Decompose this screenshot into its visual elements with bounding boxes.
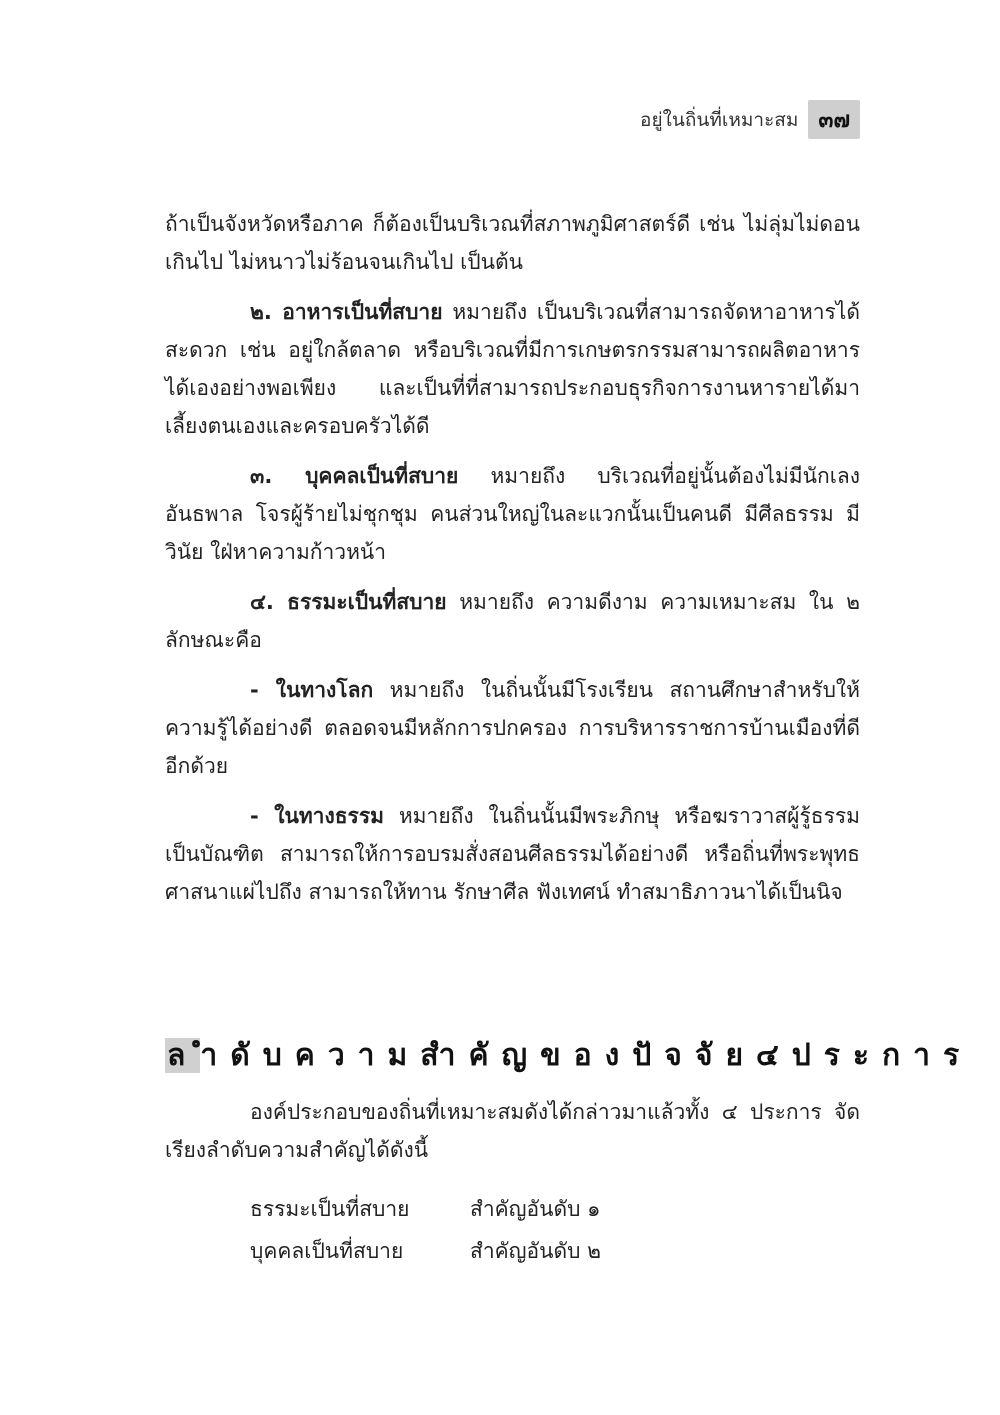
item-worldly: [165, 671, 860, 785]
ranking-value: สำคัญอันดับ ๒: [470, 1239, 602, 1263]
section-heading-initial: ล: [167, 1038, 199, 1073]
item-term: ๓. บุคคลเป็นที่สบาย: [250, 464, 459, 488]
ranking-name: บุคคลเป็นที่สบาย: [250, 1239, 404, 1263]
item-text: หมายถึง บริเวณที่อยู่นั้นต้องไม่มีนักเลงอันธพาล โจรผู้ร้ายไม่ชุกชุม คนส่วนใหญ่ในละแวกนั้นเป็นคนดี มีศีลธรรม มีวินัย ใฝ่หาความก้าวหน้า: [165, 464, 860, 564]
section-heading: [165, 1032, 973, 1079]
ranking-row: [250, 1188, 601, 1230]
running-header: [640, 100, 860, 139]
section-body: [165, 1093, 860, 1181]
item-term: ๒. อาหารเป็นที่สบาย: [250, 300, 443, 324]
ranking-value: สำคัญอันดับ ๑: [470, 1197, 601, 1221]
running-header-title: อยู่ในถิ่นที่เหมาะสม: [640, 108, 799, 131]
item-text: หมายถึง ความดีงาม ความเหมาะสม ใน ๒ ลักษณะคือ: [165, 590, 860, 652]
item-dhamma: [165, 583, 860, 659]
item-term: - ในทางโลก: [250, 678, 374, 702]
ranking-row: [250, 1230, 601, 1272]
item-term: - ในทางธรรม: [250, 804, 384, 828]
item-term: ๔. ธรรมะเป็นที่สบาย: [250, 590, 447, 614]
intro-paragraph: ถ้าเป็นจังหวัดหรือภาค ก็ต้องเป็นบริเวณที่สภาพภูมิศาสตร์ดี เช่น ไม่ลุ่มไม่ดอนเกินไป ไม่หนาวไม่ร้อนจนเกินไป เป็นต้น: [165, 212, 860, 274]
item-food: [165, 293, 860, 445]
main-text: [165, 205, 860, 911]
item-text: หมายถึง ในถิ่นนั้นมีโรงเรียน สถานศึกษาสำหรับให้ความรู้ได้อย่างดี ตลอดจนมีหลักการปกครอง การบริหารราชการบ้านเมืองที่ดีอีกด้วย: [165, 678, 861, 778]
ranking-name: ธรรมะเป็นที่สบาย: [250, 1197, 410, 1221]
item-dhamma-way: [165, 797, 860, 911]
ranking-list: [250, 1188, 601, 1272]
section-paragraph: องค์ประกอบของถิ่นที่เหมาะสมดังได้กล่าวมาแล้วทั้ง ๔ ประการ จัดเรียงลำดับความสำคัญได้ดังนี้: [165, 1100, 860, 1162]
item-people: [165, 457, 860, 571]
section-heading-text: ำดับความสำคัญของปัจจัย๔ประการ: [200, 1038, 973, 1073]
item-text: หมายถึง ในถิ่นนั้นมีพระภิกษุ หรือฆราวาสผู้รู้ธรรม เป็นบัณฑิต สามารถให้การอบรมสั่งสอนศีลธรรมได้อย่างดี หรือถิ่นที่พระพุทธศาสนาแผ่ไปถึง สามารถให้ทาน รักษาศีล ฟังเทศน์ ทำสมาธิภาวนาได้เป็นนิจ: [165, 804, 860, 904]
page-number: ๓๗: [808, 100, 860, 139]
item-text: หมายถึง เป็นบริเวณที่สามารถจัดหาอาหารได้สะดวก เช่น อยู่ใกล้ตลาด หรือบริเวณที่มีการเกษตรกรรมสามารถผลิตอาหารได้เองอย่างพอเพียง และเป็นที่ที่สามารถประกอบธุรกิจการงานหารายได้มาเลี้ยงตนเองและครอบครัวได้ดี: [165, 300, 860, 438]
